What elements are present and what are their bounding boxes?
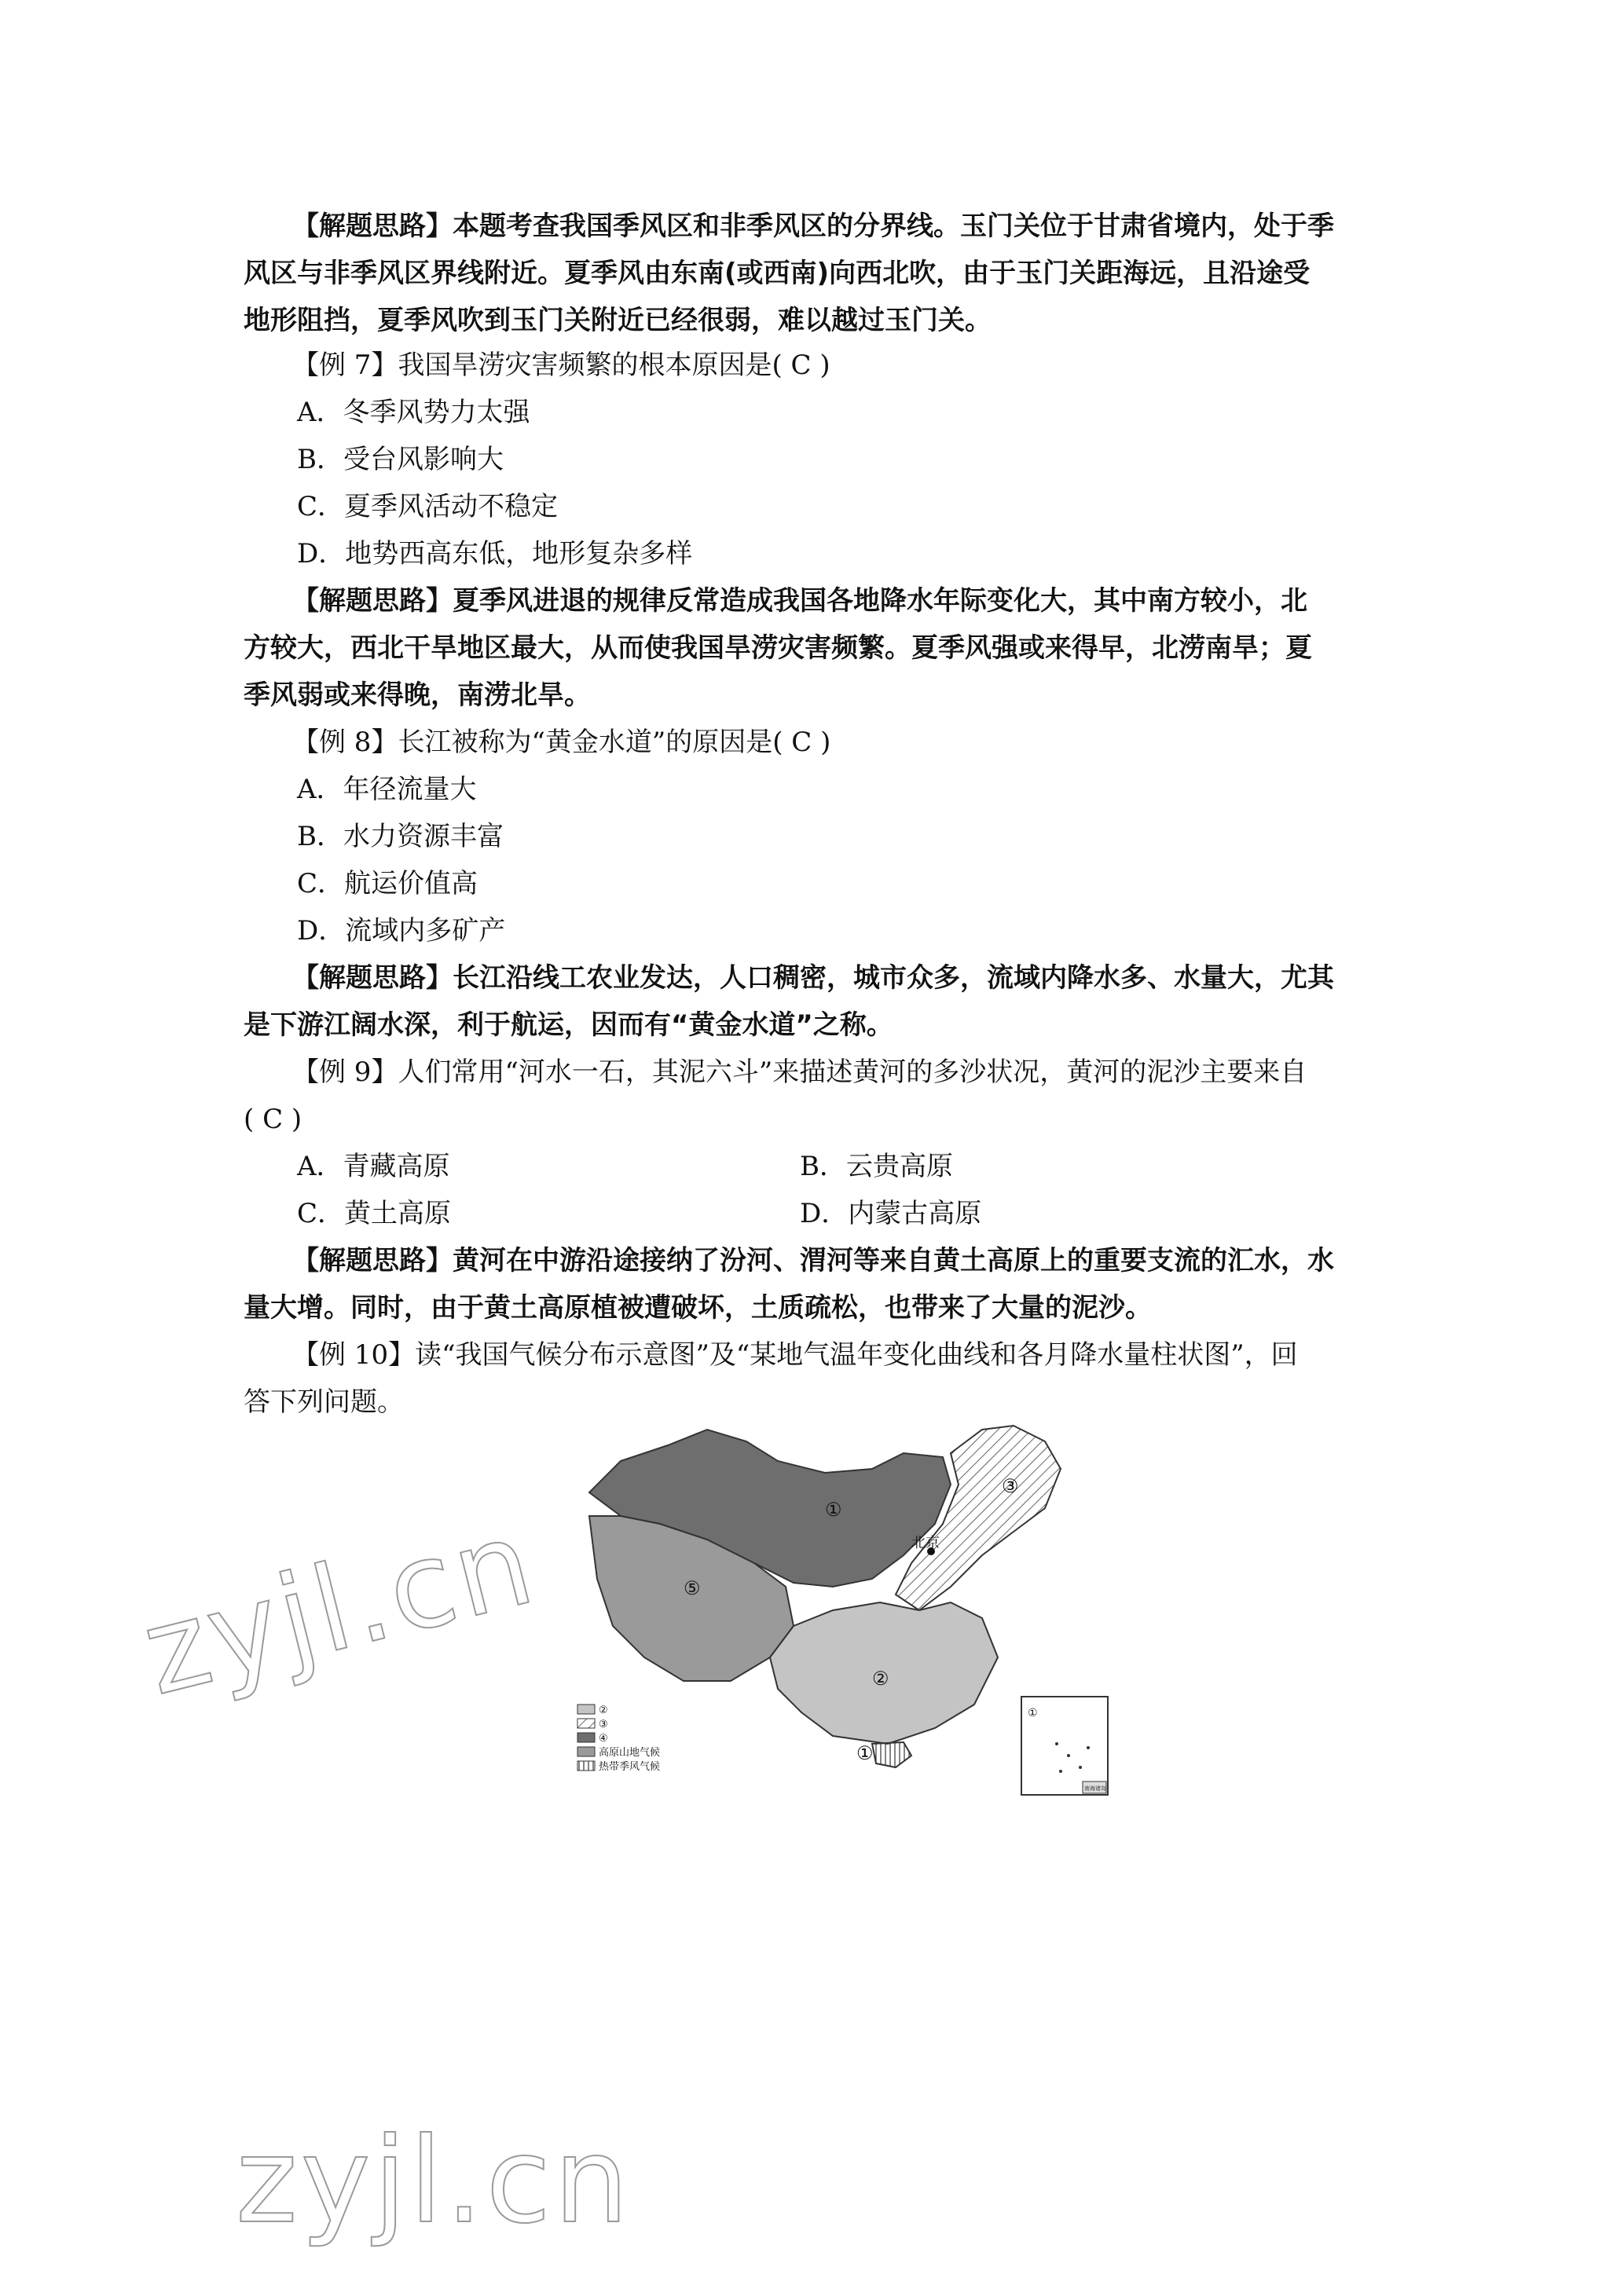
- text-line: 风区与非季风区界线附近。夏季风由东南(或西南)向西北吹，由于玉门关距海远，且沿途受: [244, 258, 1311, 289]
- option-d: D．内蒙古高原: [800, 1198, 982, 1229]
- city-label: 北京: [911, 1535, 940, 1551]
- svg-text:①: ①: [1028, 1707, 1038, 1719]
- option-a: A．年径流量大: [297, 774, 477, 805]
- question-10: 【例 10】读“我国气候分布示意图”及“某地气温年变化曲线和各月降水量柱状图”，回: [292, 1339, 1298, 1371]
- text-line: 量大增。同时，由于黄土高原植被遭破坏，土质疏松，也带来了大量的泥沙。: [244, 1292, 1152, 1324]
- region-label: ①: [856, 1742, 874, 1764]
- region-label: ②: [872, 1668, 889, 1690]
- map-legend: [577, 1705, 660, 1773]
- region-1: [872, 1742, 911, 1767]
- south-sea-inset: [1021, 1697, 1108, 1795]
- climate-map: [574, 1398, 1124, 1807]
- option-b: B．水力资源丰富: [297, 821, 504, 852]
- option-d: D．地势西高东低，地形复杂多样: [297, 538, 693, 569]
- text-line: 季风弱或来得晚，南涝北旱。: [244, 679, 591, 711]
- text-line: 【解题思路】黄河在中游沿途接纳了汾河、渭河等来自黄土高原上的重要支流的汇水，水: [292, 1245, 1334, 1276]
- option-c: C．黄土高原: [297, 1198, 452, 1229]
- watermark: zyjl.cn: [236, 2113, 632, 2250]
- option-a: A．青藏高原: [297, 1151, 450, 1182]
- question-9-answer: ( C ): [244, 1104, 302, 1135]
- text-line: 方较大，西北干旱地区最大，从而使我国旱涝灾害频繁。夏季风强或来得早，北涝南旱；夏: [244, 632, 1312, 664]
- text-line: 是下游江阔水深，利于航运，因而有“黄金水道”之称。: [244, 1009, 893, 1041]
- svg-text:②: ②: [599, 1705, 608, 1716]
- text-line: 【解题思路】夏季风进退的规律反常造成我国各地降水年际变化大，其中南方较小，北: [292, 585, 1307, 617]
- svg-text:高原山地气候: 高原山地气候: [599, 1747, 661, 1759]
- option-c: C．航运价值高: [297, 868, 478, 899]
- svg-text:热带季风气候: 热带季风气候: [599, 1761, 661, 1773]
- option-d: D．流域内多矿产: [297, 915, 506, 947]
- svg-text:④: ④: [599, 1733, 608, 1745]
- inset-label: 南海诸岛: [1084, 1785, 1106, 1792]
- question-7: 【例 7】我国旱涝灾害频繁的根本原因是( C ): [292, 350, 830, 381]
- text-line: 【解题思路】本题考查我国季风区和非季风区的分界线。玉门关位于甘肃省境内，处于季: [292, 211, 1334, 242]
- option-c: C．夏季风活动不稳定: [297, 491, 559, 522]
- option-b: B．云贵高原: [800, 1151, 953, 1182]
- question-9: 【例 9】人们常用“河水一石，其泥六斗”来描述黄河的多沙状况，黄河的泥沙主要来自: [292, 1056, 1307, 1088]
- region-label: ③: [1002, 1475, 1019, 1497]
- text-line: 答下列问题。: [244, 1386, 404, 1418]
- watermark: zyjl.cn: [130, 1493, 548, 1723]
- question-8: 【例 8】长江被称为“黄金水道”的原因是( C ): [292, 727, 831, 758]
- region-label: ①: [825, 1499, 842, 1521]
- text-line: 地形阻挡，夏季风吹到玉门关附近已经很弱，难以越过玉门关。: [244, 305, 992, 336]
- option-a: A．冬季风势力太强: [297, 397, 530, 428]
- text-line: 【解题思路】长江沿线工农业发达，人口稠密，城市众多，流域内降水多、水量大，尤其: [292, 962, 1334, 994]
- svg-text:③: ③: [599, 1719, 608, 1730]
- region-label: ⑤: [684, 1577, 701, 1599]
- option-b: B．受台风影响大: [297, 444, 504, 475]
